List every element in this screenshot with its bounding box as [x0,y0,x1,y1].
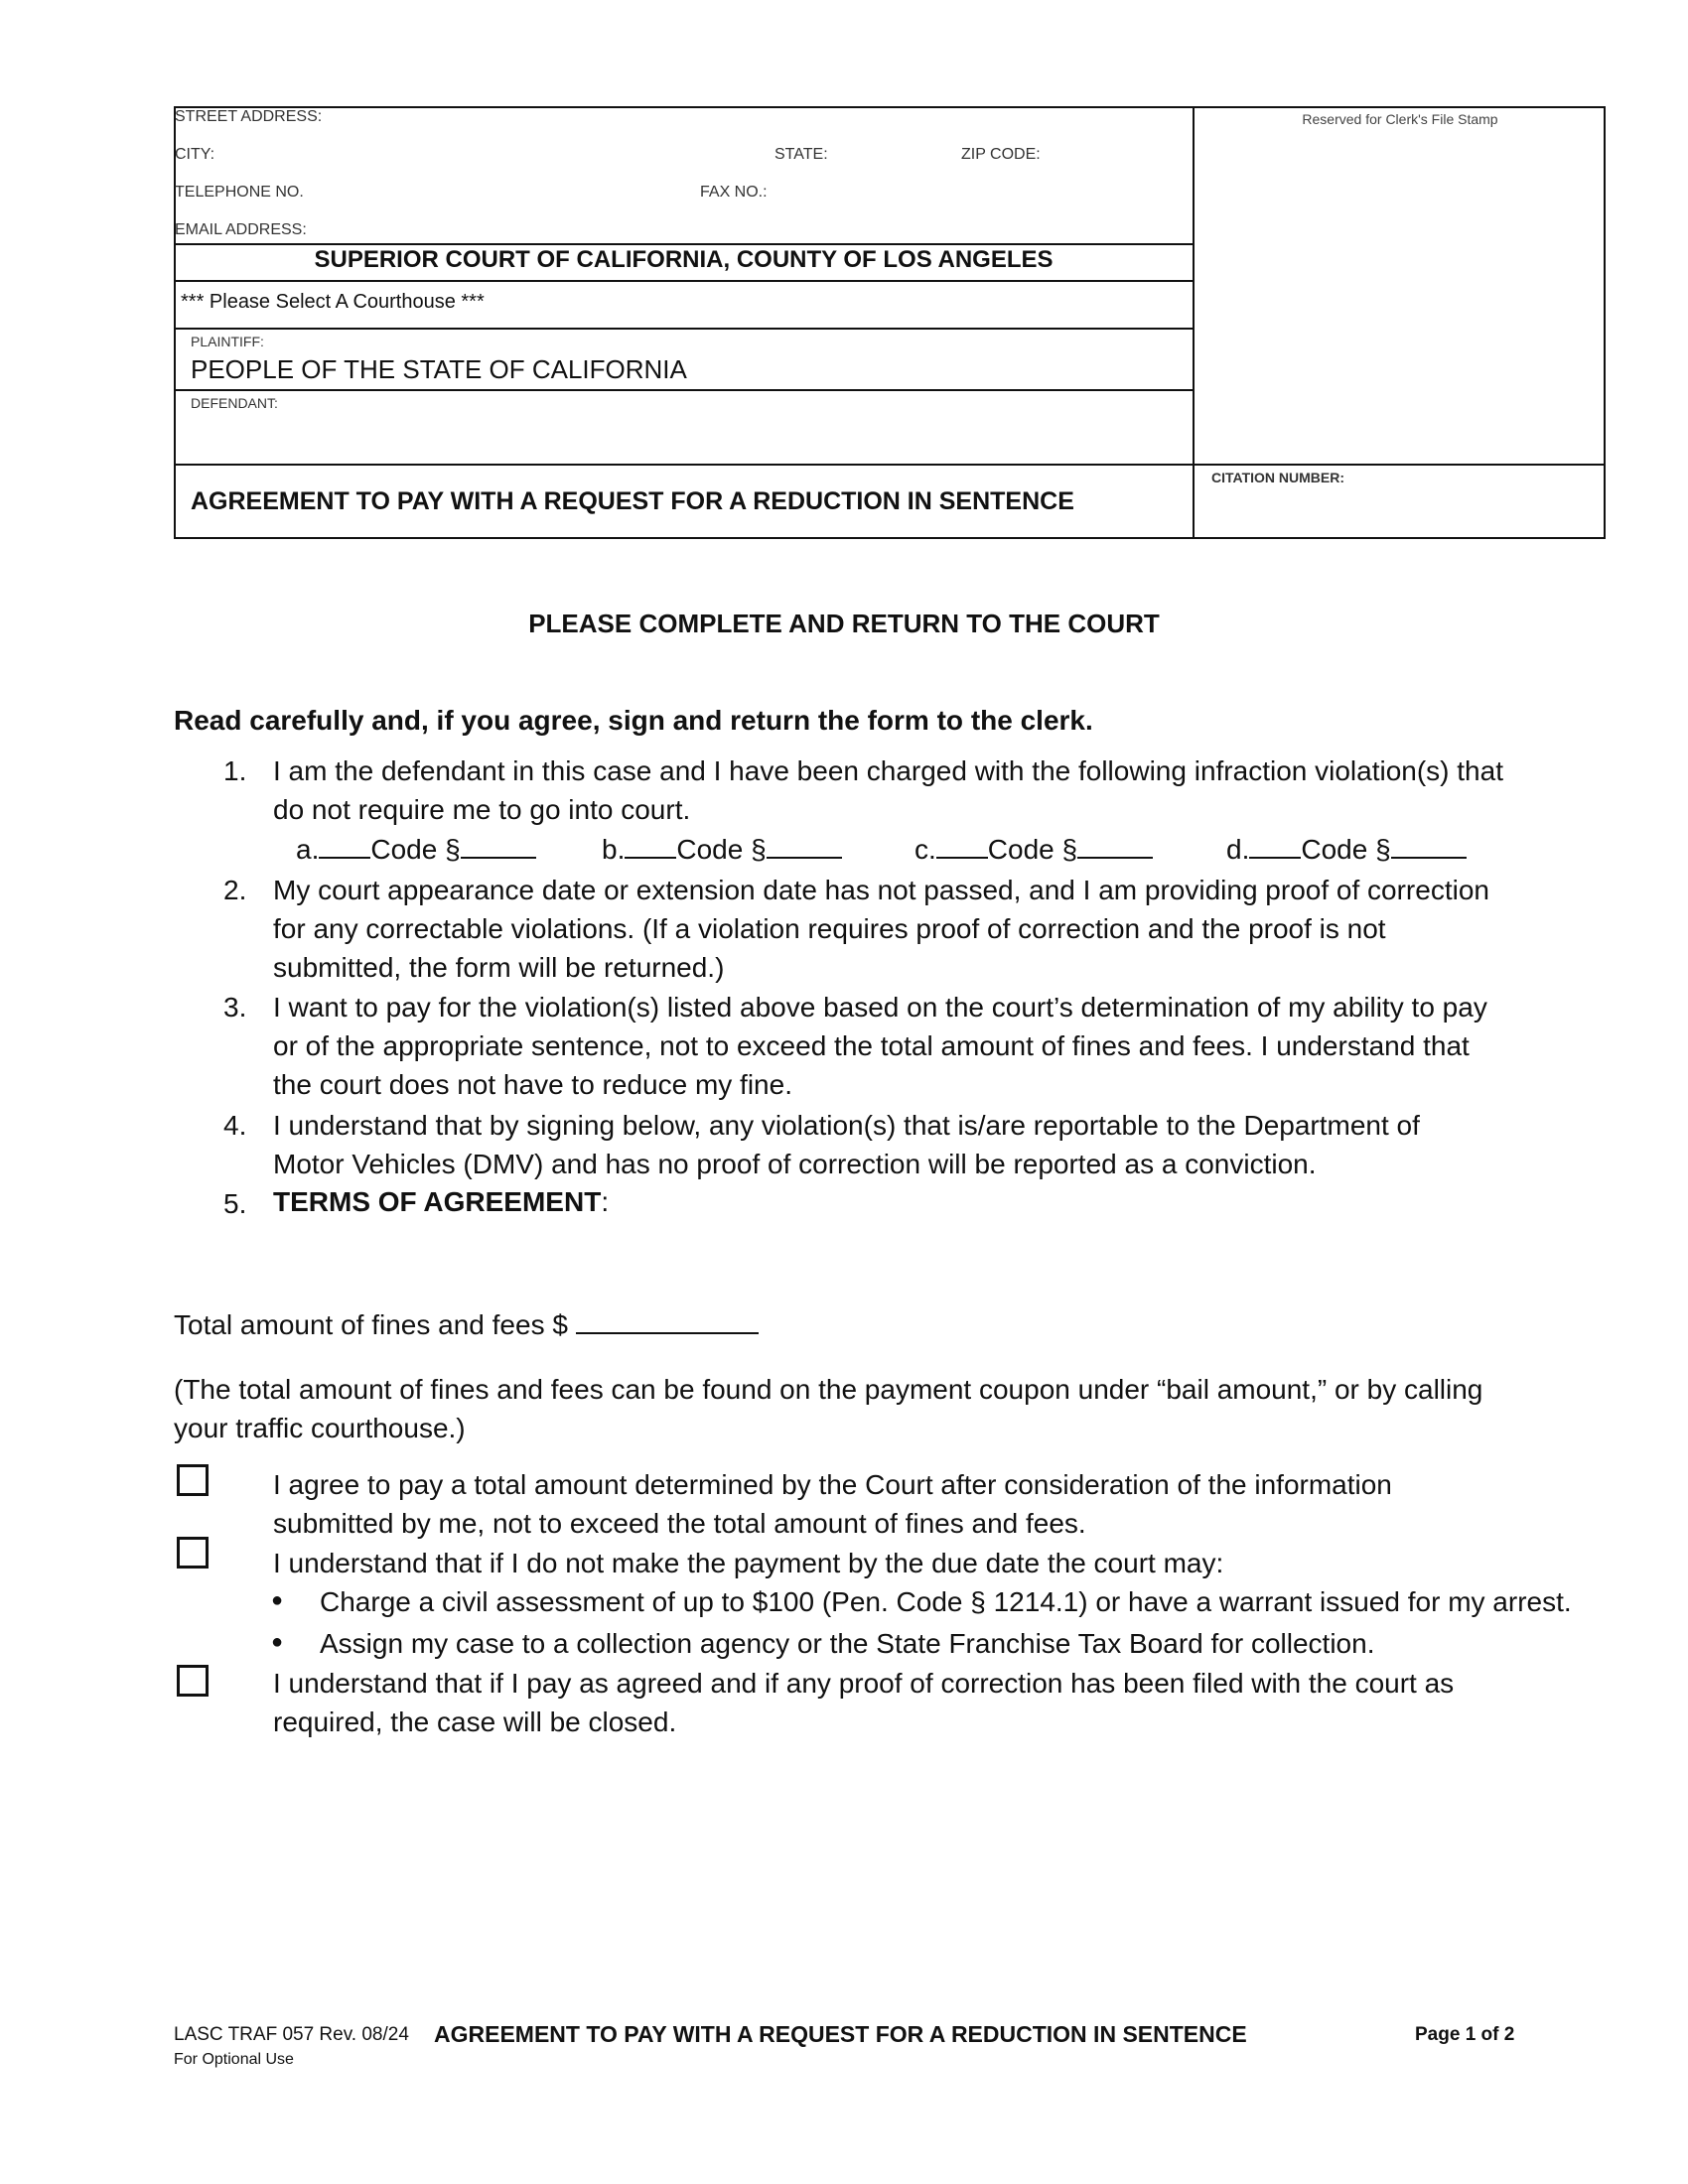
footer-optional-use: For Optional Use [174,2051,294,2068]
rule-plaintiff-top [174,328,1194,330]
plaintiff-label: PLAINTIFF: [191,334,264,349]
code-line-a[interactable]: a. Code § [296,830,536,869]
code-line-b[interactable]: b. Code § [602,830,842,869]
telephone-field[interactable]: TELEPHONE NO. [175,184,304,201]
court-name: SUPERIOR COURT OF CALIFORNIA, COUNTY OF LOS ANGELES [314,246,1054,273]
email-field[interactable]: EMAIL ADDRESS: [175,221,307,238]
footer-title: AGREEMENT TO PAY WITH A REQUEST FOR A REDUCTION IN SENTENCE [434,2021,1247,2047]
item-5-text: TERMS OF AGREEMENT: [273,1186,610,1217]
item-1-text: I am the defendant in this case and I have been charged with the following infraction violation(s) that do not require me to go into court. [273,755,1503,825]
bullet-icon: ● [271,1631,284,1653]
instruction-heading: PLEASE COMPLETE AND RETURN TO THE COURT [528,609,1160,638]
rule-court-bottom [174,280,1194,282]
case-closed-checkbox[interactable] [177,1665,209,1697]
city-field[interactable]: CITY: [175,146,215,163]
code-line-d[interactable]: d. Code § [1226,830,1467,869]
payment-due-checkbox[interactable] [177,1537,209,1569]
bullet-collection-agency: Assign my case to a collection agency or the State Franchise Tax Board for collection. [320,1628,1375,1659]
caption-box [174,106,1606,539]
agree-text: I agree to pay a total amount determined by the Court after consideration of the information submitted by me, not to exceed the total amount of fines and fees. [273,1469,1392,1539]
plaintiff-value: PEOPLE OF THE STATE OF CALIFORNIA [191,354,687,384]
item-4-number: 4. [223,1110,247,1141]
footer-page-number: Page 1 of 2 [1415,2024,1515,2045]
bullet-icon: ● [271,1589,284,1611]
item-4-text: I understand that by signing below, any violation(s) that is/are reportable to the Department of Motor Vehicles (DMV) and has no proof of correction will be reported as a conviction. [273,1110,1420,1179]
citation-number-field[interactable]: CITATION NUMBER: [1211,470,1345,485]
item-2-text: My court appearance date or extension date has not passed, and I am providing proof of correction for any correctable violations. (If a violation requires proof of correction and the proof is not submitted, the form will be returned.) [273,875,1489,983]
intro-text: Read carefully and, if you agree, sign and return the form to the clerk. [174,705,1093,736]
clerk-stamp-label: Reserved for Clerk's File Stamp [1302,111,1498,127]
state-field[interactable]: STATE: [774,146,828,163]
item-3-text: I want to pay for the violation(s) listed above based on the court’s determination of my ability to pay or of the appropriate sentence, not to exceed the total amount of fines and fees. I understand that the court does not have to reduce my fine. [273,992,1487,1100]
courthouse-select[interactable]: *** Please Select A Courthouse *** [181,291,485,313]
zip-field[interactable]: ZIP CODE: [961,146,1041,163]
rule-title-top [174,464,1606,466]
item-5-number: 5. [223,1188,247,1219]
item-1-number: 1. [223,755,247,786]
street-address-field[interactable]: STREET ADDRESS: [175,108,323,125]
case-closed-text: I understand that if I pay as agreed and if any proof of correction has been filed with the court as required, the case will be closed. [273,1668,1455,1737]
fax-field[interactable]: FAX NO.: [700,184,768,201]
defendant-label[interactable]: DEFENDANT: [191,395,278,411]
rule-defendant-top [174,389,1194,391]
footer-form-id: LASC TRAF 057 Rev. 08/24 [174,2024,409,2045]
item-2-number: 2. [223,875,247,905]
code-line-c[interactable]: c. Code § [914,830,1153,869]
caption-divider [1193,106,1195,539]
form-title: AGREEMENT TO PAY WITH A REQUEST FOR A REDUCTION IN SENTENCE [191,487,1074,515]
fines-total-field[interactable]: Total amount of fines and fees $ [174,1305,759,1344]
item-3-number: 3. [223,992,247,1023]
agree-checkbox[interactable] [177,1464,209,1496]
bullet-civil-assessment: Charge a civil assessment of up to $100 (Pen. Code § 1214.1) or have a warrant issued for my arrest. [320,1586,1572,1617]
rule-court-top [174,243,1194,245]
fines-note: (The total amount of fines and fees can be found on the payment coupon under “bail amount,” or by calling your traffic courthouse.) [174,1374,1483,1443]
payment-due-text: I understand that if I do not make the payment by the due date the court may: [273,1548,1224,1578]
